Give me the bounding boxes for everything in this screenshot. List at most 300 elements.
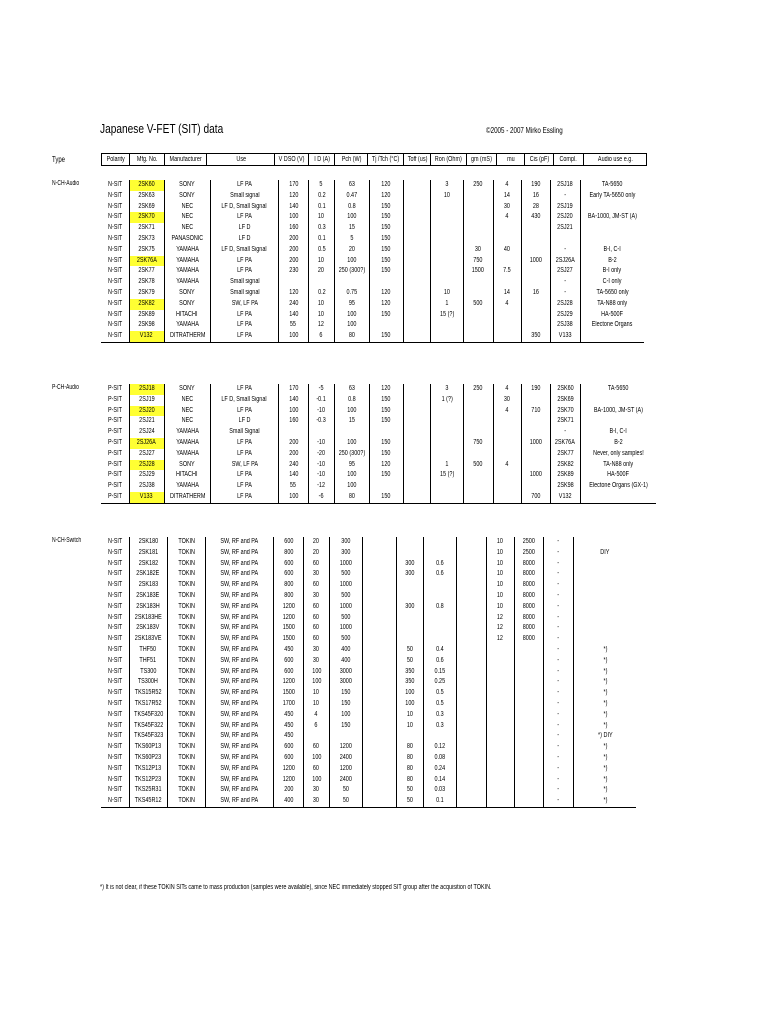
cell-ron [430, 277, 463, 288]
cell-manufacturer [167, 634, 205, 645]
cell-polarity [101, 438, 129, 449]
cell-ron [423, 634, 456, 645]
cell-compl [550, 427, 580, 438]
table-row [101, 710, 636, 721]
footnote: *) It is not clear, if these TOKIN SITs came to mass production (samples were available), since NEC immediately stopped SIT group after the acquisition of TOKIN. [100, 884, 492, 891]
cell-toff [403, 202, 430, 213]
header-label: Audio use e.g. [597, 156, 633, 163]
table-row [101, 191, 644, 202]
cell-text: 1000 [339, 602, 352, 610]
cell-text: 1000 [529, 438, 542, 446]
cell-text: 2SJ28 [138, 460, 155, 468]
cell-polarity [101, 721, 129, 732]
cell-text: YAMAHA [175, 256, 199, 264]
cell-text: TKS60P13 [134, 743, 162, 751]
cell-text: 200 [288, 438, 298, 446]
header-label: mu [506, 156, 515, 163]
cell-text: 2SK183E [136, 591, 160, 599]
cell-id [303, 677, 329, 688]
cell-cis [521, 277, 550, 288]
cell-compl [550, 460, 580, 471]
cell-compl [550, 384, 580, 395]
cell-text: - [557, 591, 560, 599]
cell-text: P-SIT [107, 471, 122, 479]
cell-text: YAMAHA [175, 321, 199, 329]
cell-text: 100 [288, 332, 298, 340]
cell-text: 10 [443, 288, 450, 296]
cell-text: - [557, 656, 560, 664]
cell-pch [329, 699, 362, 710]
cell-text: 7.5 [503, 267, 512, 275]
cell-text: -20 [317, 449, 326, 457]
cell-vdso [273, 591, 303, 602]
cell-audio-use [573, 602, 636, 613]
cell-manufacturer [164, 460, 210, 471]
cell-pch [334, 470, 369, 481]
cell-mu [493, 277, 521, 288]
cell-text: - [557, 721, 560, 729]
cell-mfg-no [129, 449, 164, 460]
cell-text: - [564, 245, 567, 253]
cell-ron [423, 710, 456, 721]
cell-text: SW, RF and PA [220, 538, 259, 545]
cell-text: N-SIT [107, 764, 122, 772]
cell-polarity [101, 699, 129, 710]
header-use [207, 154, 275, 166]
cell-text: 10 [497, 570, 504, 578]
table-row [101, 470, 656, 481]
cell-toff [396, 623, 423, 634]
cell-text: -6 [318, 492, 324, 500]
cell-text: 150 [381, 267, 391, 275]
cell-manufacturer [167, 580, 205, 591]
cell-tj [369, 416, 403, 427]
header-label: gm (mS) [471, 156, 492, 163]
cell-text: N-SIT [107, 753, 122, 761]
cell-mfg-no [129, 191, 164, 202]
cell-text: 200 [288, 234, 298, 242]
cell-text: TOKIN [178, 732, 195, 740]
cell-ron [423, 677, 456, 688]
cell-text: - [564, 191, 567, 199]
cell-text: -10 [317, 438, 326, 446]
cell-text: TOKIN [178, 591, 195, 599]
cell-ron [430, 288, 463, 299]
cell-tj [362, 559, 396, 570]
cell-polarity [101, 537, 129, 548]
cell-id [303, 731, 329, 742]
cell-text: *) [603, 743, 608, 751]
cell-text: TKS45F322 [133, 721, 163, 729]
cell-text: 50 [342, 786, 349, 794]
cell-text: 120 [288, 288, 298, 296]
cell-compl [543, 580, 573, 591]
cell-text: TOKIN [178, 613, 195, 621]
cell-text: SW, RF and PA [220, 732, 259, 740]
cell-compl [550, 212, 580, 223]
cell-text: TOKIN [178, 667, 195, 675]
cell-text: SW, RF and PA [220, 699, 259, 707]
cell-ron [423, 623, 456, 634]
cell-text: *) [603, 656, 608, 664]
cell-id [308, 481, 334, 492]
cell-manufacturer [167, 721, 205, 732]
cell-text: 140 [288, 395, 298, 403]
cell-gm [456, 721, 486, 732]
cell-polarity [101, 602, 129, 613]
cell-compl [543, 764, 573, 775]
cell-text: SW, RF and PA [220, 656, 259, 664]
cell-text: HA-500F [607, 471, 630, 479]
cell-text: TA-5650 [608, 385, 629, 392]
cell-use [210, 438, 278, 449]
cell-gm [463, 438, 493, 449]
cell-use [205, 623, 273, 634]
cell-text: YAMAHA [175, 278, 199, 286]
cell-mfg-no [129, 223, 164, 234]
cell-use [210, 299, 278, 310]
cell-manufacturer [164, 384, 210, 395]
cell-use [210, 416, 278, 427]
cell-text: N-SIT [107, 213, 122, 221]
table-row [101, 320, 644, 331]
cell-compl [543, 602, 573, 613]
cell-gm [463, 266, 493, 277]
cell-text: TOKIN [178, 656, 195, 664]
cell-text: 0.24 [434, 764, 446, 772]
cell-tj [362, 623, 396, 634]
cell-mu [486, 645, 514, 656]
cell-text: 63 [348, 385, 355, 392]
cell-use [205, 677, 273, 688]
cell-text: SW, RF and PA [220, 689, 259, 697]
cell-pch [329, 634, 362, 645]
cell-mu [486, 591, 514, 602]
cell-tj [362, 537, 396, 548]
cell-pch [329, 710, 362, 721]
cell-manufacturer [167, 710, 205, 721]
cell-cis [514, 569, 543, 580]
cell-text: LF PA [236, 471, 252, 479]
cell-use [205, 699, 273, 710]
cell-vdso [278, 277, 308, 288]
cell-toff [396, 710, 423, 721]
cell-id [308, 180, 334, 191]
cell-vdso [273, 569, 303, 580]
cell-vdso [273, 623, 303, 634]
cell-pch [329, 742, 362, 753]
cell-manufacturer [164, 245, 210, 256]
n-ch-audio-table [101, 180, 644, 343]
cell-text: N-SIT [107, 267, 122, 275]
cell-cis [514, 645, 543, 656]
cell-id [308, 395, 334, 406]
cell-pch [329, 645, 362, 656]
cell-toff [403, 470, 430, 481]
header-pch [335, 154, 368, 166]
cell-tj [369, 460, 403, 471]
cell-text: 2SJ21 [557, 224, 573, 232]
cell-text: N-SIT [107, 775, 122, 783]
cell-mfg-no [129, 559, 167, 570]
cell-text: - [557, 689, 560, 697]
cell-id [308, 245, 334, 256]
cell-text: 1200 [282, 602, 295, 610]
cell-text: 2SK78 [138, 278, 155, 286]
cell-text: 2SK73 [138, 234, 155, 242]
cell-mfg-no [129, 710, 167, 721]
table-row [101, 449, 656, 460]
cell-audio-use [580, 427, 656, 438]
cell-polarity [101, 427, 129, 438]
cell-use [210, 449, 278, 460]
cell-manufacturer [164, 481, 210, 492]
cell-text: TKS45R12 [134, 797, 162, 805]
cell-ron [423, 688, 456, 699]
cell-text: Early TA-5650 only [589, 191, 636, 199]
cell-text: N-SIT [107, 256, 122, 264]
cell-manufacturer [164, 320, 210, 331]
cell-gm [456, 634, 486, 645]
cell-vdso [278, 460, 308, 471]
cell-text: 240 [288, 460, 298, 468]
cell-text: 150 [341, 721, 351, 729]
cell-text: SW, RF and PA [220, 667, 259, 675]
cell-text: - [557, 645, 560, 653]
cell-text: N-SIT [107, 635, 122, 643]
cell-text: 30 [313, 591, 320, 599]
cell-text: 0.3 [317, 224, 326, 232]
cell-text: TOKIN [178, 635, 195, 643]
cell-polarity [101, 785, 129, 796]
cell-text: 450 [283, 710, 293, 718]
cell-toff [396, 721, 423, 732]
cell-pch [334, 234, 369, 245]
cell-text: TA-5650 only [596, 288, 629, 296]
cell-ron [430, 395, 463, 406]
cell-text: 2SK180 [138, 538, 158, 545]
cell-cis [514, 731, 543, 742]
cell-text: SW, RF and PA [220, 775, 259, 783]
cell-compl [543, 785, 573, 796]
table-row [101, 212, 644, 223]
cell-text: P-SIT [107, 395, 122, 403]
table-row [101, 277, 644, 288]
cell-gm [463, 245, 493, 256]
cell-gm [456, 775, 486, 786]
cell-use [205, 796, 273, 807]
cell-manufacturer [164, 470, 210, 481]
cell-polarity [101, 460, 129, 471]
cell-tj [369, 406, 403, 417]
cell-audio-use [580, 460, 656, 471]
cell-text: V133 [140, 492, 153, 500]
cell-use [205, 559, 273, 570]
table-row [101, 634, 636, 645]
cell-vdso [278, 492, 308, 503]
cell-text: 0.5 [436, 689, 444, 697]
cell-audio-use [580, 438, 656, 449]
cell-text: - [557, 699, 560, 707]
cell-cis [521, 449, 550, 460]
cell-compl [543, 656, 573, 667]
header-label: Manufacturer [169, 156, 202, 163]
cell-mu [486, 634, 514, 645]
cell-text: 500 [341, 635, 351, 643]
cell-mfg-no [129, 256, 164, 267]
cell-vdso [278, 202, 308, 213]
cell-text: 8000 [522, 624, 535, 632]
cell-text: SONY [179, 288, 195, 296]
cell-manufacturer [167, 548, 205, 559]
table-row [101, 775, 636, 786]
cell-id [303, 785, 329, 796]
cell-text: 1500 [282, 635, 295, 643]
cell-text: 80 [348, 332, 355, 340]
cell-text: - [557, 538, 560, 545]
cell-tj [362, 591, 396, 602]
cell-toff [396, 785, 423, 796]
cell-text: 8000 [522, 559, 535, 567]
cell-text: 2SJ26A [136, 438, 157, 446]
cell-text: TOKIN [178, 548, 195, 556]
cell-text: 2500 [522, 548, 535, 556]
cell-text: 0.25 [434, 678, 446, 686]
cell-toff [403, 427, 430, 438]
cell-mu [486, 753, 514, 764]
cell-pch [334, 331, 369, 342]
cell-vdso [273, 699, 303, 710]
cell-mu [486, 548, 514, 559]
cell-id [303, 537, 329, 548]
cell-text: 10 [318, 310, 325, 318]
cell-text: 150 [381, 406, 391, 414]
cell-use [210, 277, 278, 288]
cell-manufacturer [164, 288, 210, 299]
cell-tj [362, 580, 396, 591]
cell-pch [334, 212, 369, 223]
cell-pch [334, 416, 369, 427]
cell-toff [403, 191, 430, 202]
cell-use [205, 602, 273, 613]
cell-text: 160 [288, 224, 298, 232]
cell-pch [334, 288, 369, 299]
cell-pch [334, 481, 369, 492]
cell-text: 0.8 [436, 602, 444, 610]
cell-mfg-no [129, 395, 164, 406]
cell-polarity [101, 384, 129, 395]
cell-tj [362, 710, 396, 721]
cell-audio-use [580, 416, 656, 427]
cell-text: LF D [238, 224, 251, 232]
cell-tj [369, 470, 403, 481]
cell-text: 80 [406, 764, 413, 772]
cell-polarity [101, 320, 129, 331]
cell-text: 100 [288, 492, 298, 500]
table-row [101, 406, 656, 417]
cell-id [308, 406, 334, 417]
cell-gm [456, 537, 486, 548]
cell-manufacturer [164, 266, 210, 277]
cell-mfg-no [129, 688, 167, 699]
cell-tj [369, 299, 403, 310]
cell-text: 250 (300?) [338, 267, 366, 275]
cell-audio-use [580, 180, 643, 191]
section-label-n-ch-audio: N-CH-Audio [52, 180, 80, 187]
cell-use [205, 721, 273, 732]
cell-text: N-SIT [107, 299, 122, 307]
cell-text: 15 (?) [439, 310, 454, 318]
cell-text: SW, RF and PA [220, 786, 259, 794]
cell-gm [463, 481, 493, 492]
cell-text: SW, RF and PA [220, 710, 259, 718]
cell-manufacturer [167, 753, 205, 764]
table-row [101, 667, 636, 678]
copyright-notice: ©2005 - 2007 Mirko Essling [486, 126, 563, 135]
cell-mfg-no [129, 266, 164, 277]
cell-tj [369, 288, 403, 299]
cell-gm [463, 449, 493, 460]
cell-tj [369, 395, 403, 406]
cell-vdso [278, 331, 308, 342]
cell-pch [329, 775, 362, 786]
cell-text: 60 [313, 602, 320, 610]
cell-text: 50 [342, 797, 349, 805]
cell-gm [456, 656, 486, 667]
table-row [101, 569, 636, 580]
cell-use [205, 753, 273, 764]
cell-text: 30 [504, 395, 511, 403]
cell-text: *) [603, 645, 608, 653]
cell-pch [329, 764, 362, 775]
table-row [101, 234, 644, 245]
cell-id [303, 699, 329, 710]
cell-mfg-no [129, 731, 167, 742]
cell-text: DIY [600, 548, 610, 556]
cell-toff [403, 212, 430, 223]
cell-id [303, 742, 329, 753]
cell-use [210, 212, 278, 223]
cell-text: 2500 [522, 538, 535, 545]
cell-compl [543, 721, 573, 732]
p-ch-audio-table [101, 384, 656, 504]
cell-manufacturer [164, 310, 210, 321]
cell-ron [430, 438, 463, 449]
cell-text: N-SIT [107, 624, 122, 632]
cell-text: 95 [348, 460, 355, 468]
cell-text: 2SJ24 [138, 428, 155, 436]
cell-text: 400 [341, 645, 351, 653]
cell-use [210, 427, 278, 438]
cell-text: 2SK182E [136, 570, 160, 578]
cell-text: YAMAHA [175, 438, 199, 446]
cell-manufacturer [167, 775, 205, 786]
cell-pch [334, 191, 369, 202]
cell-audio-use [580, 288, 643, 299]
cell-tj [369, 438, 403, 449]
cell-pch [334, 299, 369, 310]
cell-mfg-no [129, 645, 167, 656]
cell-text: P-SIT [107, 385, 122, 392]
cell-tj [369, 481, 403, 492]
cell-ron [423, 656, 456, 667]
cell-audio-use [580, 191, 643, 202]
cell-gm [463, 223, 493, 234]
cell-vdso [273, 645, 303, 656]
cell-pch [334, 202, 369, 213]
cell-text: 2SK76A [136, 256, 157, 264]
cell-text: 0.5 [317, 245, 326, 253]
